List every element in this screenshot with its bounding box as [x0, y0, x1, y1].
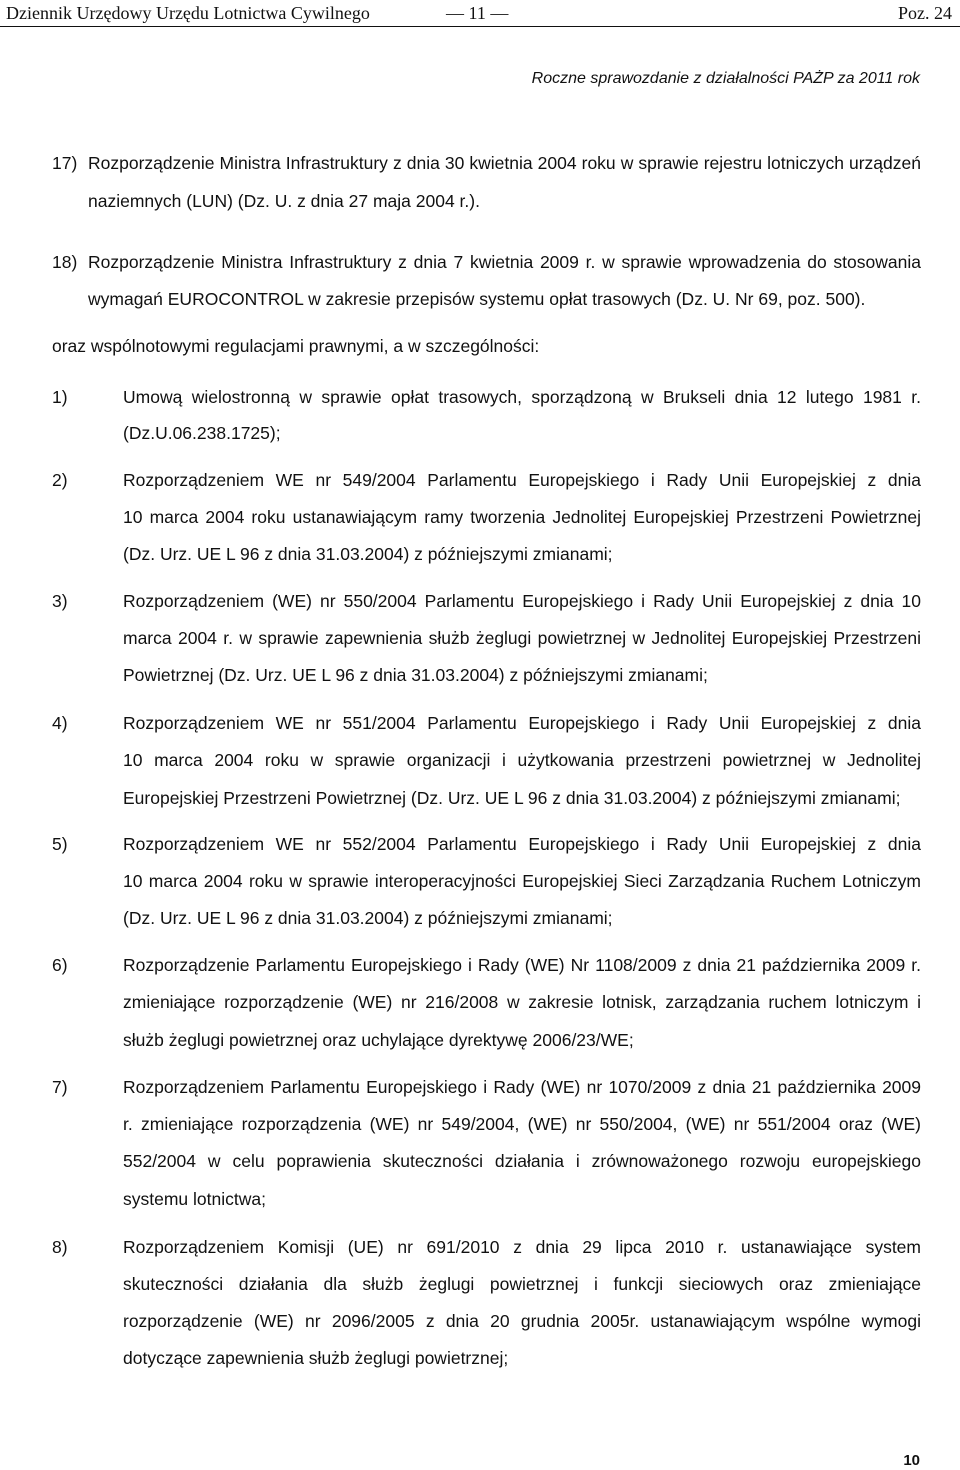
list-item-line: Powietrznej (Dz. Urz. UE L 96 z dnia 31.03.2004) z późniejszymi zmianami; — [123, 665, 708, 685]
list-item-number: 17) — [52, 153, 78, 173]
list-item-line: Europejskiej Przestrzeni Powietrznej (Dz. Urz. UE L 96 z dnia 31.03.2004) z późniejszymi zmianami; — [123, 788, 901, 808]
list-item-number: 18) — [52, 252, 78, 272]
list-item-number: 8) — [52, 1237, 68, 1257]
list-item-line: dotyczące zapewnienia służb żeglugi powietrznej; — [123, 1348, 509, 1368]
list-item-line: 10 marca 2004 roku w sprawie interoperacyjności Europejskiej Sieci Zarządzania Ruchem Lotniczym — [123, 871, 921, 891]
list-item-line: marca 2004 r. w sprawie zapewnienia służb żeglugi powietrznej w Jednolitej Europejskiej Przestrzeni — [123, 628, 921, 648]
list-item-line: Rozporządzeniem WE nr 551/2004 Parlamentu Europejskiego i Rady Unii Europejskiej z dnia — [123, 713, 921, 733]
list-item-number: 2) — [52, 470, 68, 490]
list-item-line: Rozporządzeniem WE nr 552/2004 Parlamentu Europejskiego i Rady Unii Europejskiej z dnia — [123, 834, 921, 854]
list-item-line: r. zmieniające rozporządzenia (WE) nr 549/2004, (WE) nr 550/2004, (WE) nr 551/2004 oraz (WE) — [123, 1114, 921, 1134]
journal-header — [0, 0, 960, 28]
list-item-line: skuteczności działania dla służb żeglugi powietrznej i funkcji sieciowych oraz zmieniające — [123, 1274, 921, 1294]
list-item-line: (Dz. Urz. UE L 96 z dnia 31.03.2004) z późniejszymi zmianami; — [123, 544, 613, 564]
position-number: Poz. 24 — [898, 3, 952, 23]
list-item-line: (Dz. Urz. UE L 96 z dnia 31.03.2004) z późniejszymi zmianami; — [123, 908, 613, 928]
list-item-number: 4) — [52, 713, 68, 733]
list-item-line: Rozporządzeniem (WE) nr 550/2004 Parlamentu Europejskiego i Rady Unii Europejskiej z dnia 10 — [123, 591, 921, 611]
list-item-line: wymagań EUROCONTROL w zakresie przepisów systemu opłat trasowych (Dz. U. Nr 69, poz. 500). — [88, 289, 866, 309]
list-item-number: 1) — [52, 387, 68, 407]
list-item-line: Rozporządzenie Ministra Infrastruktury z dnia 30 kwietnia 2004 roku w sprawie rejestru lotniczych urządzeń — [88, 153, 921, 173]
list-item-line: 552/2004 w celu poprawienia skuteczności działania i zrównoważonego rozwoju europejskiego — [123, 1151, 921, 1171]
list-item-number: 6) — [52, 955, 68, 975]
header-rule — [0, 26, 960, 27]
list-item-line: 10 marca 2004 roku w sprawie organizacji i użytkowania przestrzeni powietrznej w Jednolitej — [123, 750, 921, 770]
journal-name: Dziennik Urzędowy Urzędu Lotnictwa Cywilnego — [6, 3, 370, 23]
list-item-line: rozporządzenie (WE) nr 2096/2005 z dnia 20 grudnia 2005r. ustanawiającym wspólne wymogi — [123, 1311, 921, 1331]
list-item-line: Rozporządzenie Parlamentu Europejskiego i Rady (WE) Nr 1108/2009 z dnia 21 października 2009 r. — [123, 955, 921, 975]
page-number: 10 — [903, 1452, 920, 1469]
list-item-line: Rozporządzeniem Parlamentu Europejskiego i Rady (WE) nr 1070/2009 z dnia 21 października 2009 — [123, 1077, 921, 1097]
list-item-line: Umową wielostronną w sprawie opłat trasowych, sporządzoną w Brukseli dnia 12 lutego 1981 r. — [123, 387, 921, 407]
list-item-line: zmieniające rozporządzenie (WE) nr 216/2008 w zakresie lotnisk, zarządzania ruchem lotniczym i — [123, 992, 921, 1012]
list-item-line: (Dz.U.06.238.1725); — [123, 423, 281, 443]
journal-page-number: — 11 — — [446, 3, 509, 23]
list-item-line: służb żeglugi powietrznej oraz uchylające dyrektywę 2006/23/WE; — [123, 1030, 634, 1050]
list-item-line: Rozporządzeniem WE nr 549/2004 Parlamentu Europejskiego i Rady Unii Europejskiej z dnia — [123, 470, 921, 490]
intro-paragraph: oraz wspólnotowymi regulacjami prawnymi, a w szczególności: — [52, 336, 540, 356]
list-item-number: 5) — [52, 834, 68, 854]
list-item-line: naziemnych (LUN) (Dz. U. z dnia 27 maja 2004 r.). — [88, 191, 480, 211]
list-item-line: Rozporządzenie Ministra Infrastruktury z dnia 7 kwietnia 2009 r. w sprawie wprowadzenia do stosowania — [88, 252, 921, 272]
report-title: Roczne sprawozdanie z działalności PAŻP za 2011 rok — [531, 70, 920, 87]
list-item-number: 3) — [52, 591, 68, 611]
list-item-number: 7) — [52, 1077, 68, 1097]
list-item-line: Rozporządzeniem Komisji (UE) nr 691/2010 z dnia 29 lipca 2010 r. ustanawiające system — [123, 1237, 921, 1257]
list-item-line: systemu lotnictwa; — [123, 1189, 266, 1209]
list-item-line: 10 marca 2004 roku ustanawiającym ramy tworzenia Jednolitej Europejskiej Przestrzeni Powietrznej — [123, 507, 921, 527]
